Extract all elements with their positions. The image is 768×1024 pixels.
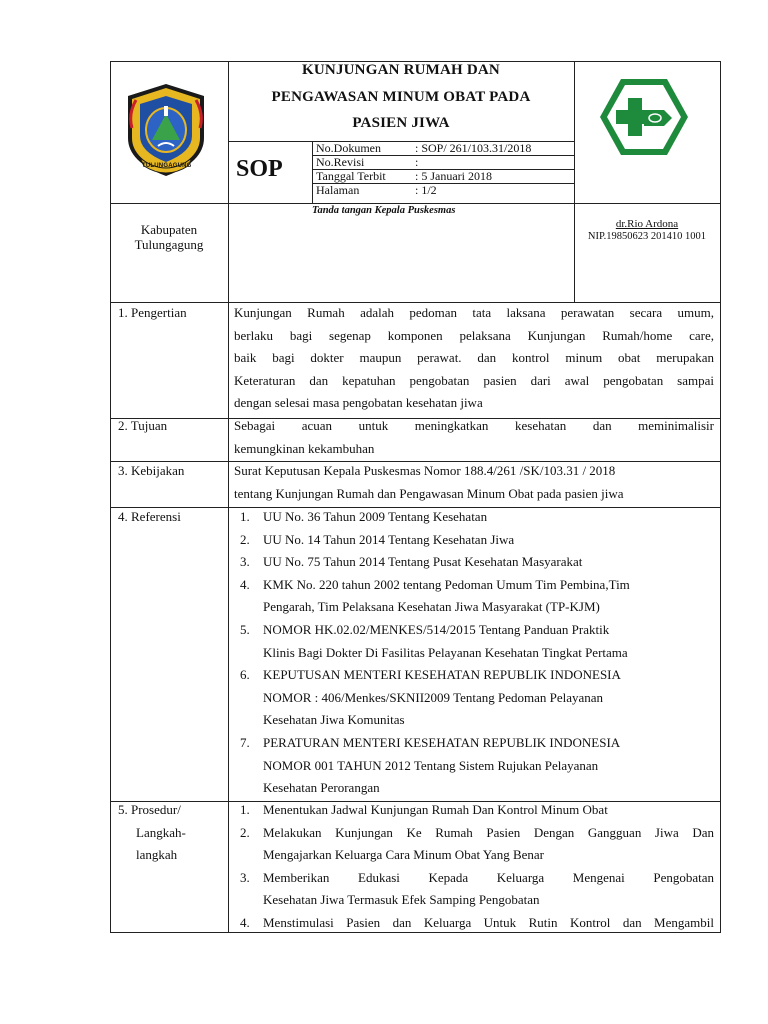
meta-label: No.Dokumen — [316, 141, 381, 155]
referensi-list — [230, 506, 714, 800]
emblem-caption: TULUNGAGUNG — [142, 163, 192, 169]
list-item: 2. UU No. 14 Tahun 2014 Tentang Kesehatan Jiwa — [240, 531, 515, 547]
meta-label: Tanggal Terbit — [316, 169, 386, 183]
signer-name: dr.Rio Ardona — [615, 218, 679, 230]
meta-label: No.Revisi — [316, 155, 365, 169]
list-item: 2. Melakukan Kunjungan Ke Rumah Pasien Dengan Gangguan Jiwa Dan Mengajarkan Keluarga Cara Minum Obat Yang Benar — [240, 824, 714, 863]
list-item: 3. UU No. 75 Tahun 2014 Tentang Pusat Kesehatan Masyarakat — [240, 554, 583, 570]
signer-nip: NIP.19850623 201410 1001 — [587, 231, 707, 242]
list-item: 7. PERATURAN MENTERI KESEHATAN REPUBLIK INDONESIA NOMOR 001 TAHUN 2012 Tentang Sistem Rujukan Pelayanan Kesehatan Perorangan — [240, 734, 621, 796]
pengertian-text: Kunjungan Rumah adalah pedoman tata laksana perawatan secara umum, berlaku bagi segenap komponen pelaksana Kunjungan Rumah/home care, baik bagi dokter maupun perawat. dan kontrol minum obat merupakan Keteraturan dan kepatuhan pengobatan pasien dari awal pengobatan sampai dengan selesai masa pengobatan kesehatan jiwa — [234, 305, 714, 411]
meta-label: Halaman — [316, 183, 360, 197]
document-title-line-2: PENGAWASAN MINUM OBAT PADA — [271, 89, 531, 105]
section-label-pengertian: 1. Pengertian — [118, 305, 187, 320]
puskesmas-logo-icon — [598, 76, 690, 158]
signature-label: Tanda tangan Kepala Puskesmas — [312, 205, 456, 216]
section-label-tujuan: 2. Tujuan — [118, 418, 168, 433]
section-label-referensi: 4. Referensi — [118, 509, 181, 524]
list-item: 3. Memberikan Edukasi Kepada Keluarga Mengenai Pengobatan Kesehatan Jiwa Termasuk Efek Samping Pengobatan — [240, 869, 714, 908]
prosedur-list — [230, 799, 714, 935]
kebijakan-text: Surat Keputusan Kepala Puskesmas Nomor 188.4/261 /SK/103.31 / 2018 tentang Kunjungan Rumah dan Pengawasan Minum Obat pada pasien jiwa — [234, 463, 624, 501]
list-item: 1. UU No. 36 Tahun 2009 Tentang Kesehatan — [240, 509, 488, 524]
tujuan-text: Sebagai acuan untuk meningkatkan kesehatan dan meminimalisir kemungkinan kekambuhan — [234, 418, 714, 456]
region-label: Kabupaten Tulungagung — [134, 222, 204, 252]
section-label-kebijakan: 3. Kebijakan — [118, 463, 185, 478]
list-item: 4. KMK No. 220 tahun 2002 tentang Pedoman Umum Tim Pembina,Tim Pengarah, Tim Pelaksana Kesehatan Jiwa Masyarakat (TP-KJM) — [240, 576, 630, 615]
section-label-prosedur: 5. Prosedur/ Langkah- langkah — [118, 802, 186, 863]
document-title-line-3: PASIEN JIWA — [352, 115, 450, 131]
list-item: 1. Menentukan Jadwal Kunjungan Rumah Dan Kontrol Minum Obat — [240, 802, 608, 817]
document-title-line-1: KUNJUNGAN RUMAH DAN — [302, 62, 500, 78]
meta-value: : — [415, 155, 419, 169]
list-item: 4. Menstimulasi Pasien dan Keluarga Untuk Rutin Kontrol dan Mengambil — [240, 914, 714, 930]
meta-value: : 1/2 — [415, 183, 437, 197]
list-item: 5. NOMOR HK.02.02/MENKES/514/2015 Tentang Panduan Praktik Klinis Bagi Dokter Di Fasilitas Pelayanan Kesehatan Tingkat Pertama — [240, 621, 628, 660]
sop-label: SOP — [236, 156, 283, 182]
meta-value: : 5 Januari 2018 — [415, 169, 492, 183]
list-item: 6. KEPUTUSAN MENTERI KESEHATAN REPUBLIK INDONESIA NOMOR : 406/Menkes/SKNII2009 Tentang Pedoman Pelayanan Kesehatan Jiwa Komunitas — [240, 667, 621, 728]
meta-value: : SOP/ 261/103.31/2018 — [415, 141, 532, 155]
